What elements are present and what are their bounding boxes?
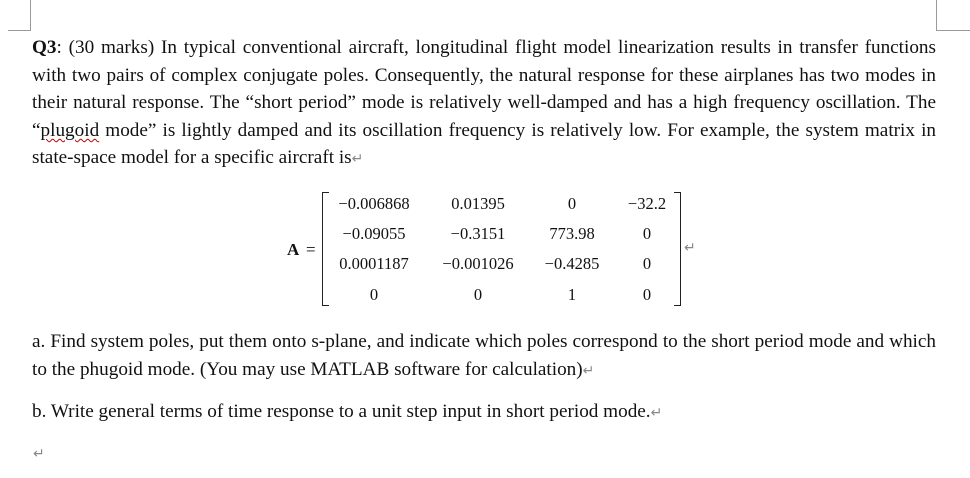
matrix-cell: 773.98 xyxy=(549,224,595,243)
matrix-cell: −0.006868 xyxy=(338,194,410,213)
paragraph-return-mark: ↵ xyxy=(684,240,696,256)
part-a-paragraph xyxy=(32,328,936,385)
matrix-cell: 0.01395 xyxy=(451,194,505,213)
matrix-cell: 0 xyxy=(642,285,652,304)
question-label: Q3 xyxy=(32,37,57,58)
matrix-cell: 0 xyxy=(642,224,652,243)
question-paragraph xyxy=(32,34,936,174)
matrix-cell: 0 xyxy=(369,285,379,304)
question-intro: : (30 marks) In typical conventional aircraft, longitudinal flight model linearization results in transfer functions with two pairs of complex conjugate poles. Consequently, the natural response for these airplanes has two modes in their natural response. The “short period” mode is relatively well-damped and has a high frequency oscillation. The “ xyxy=(32,37,936,141)
matrix-cell: 0.0001187 xyxy=(339,254,409,273)
page-corner-top-left xyxy=(8,0,31,31)
matrix-cell: −0.001026 xyxy=(442,254,514,273)
paragraph-return-mark: ↵ xyxy=(582,362,595,379)
matrix-equals: = xyxy=(306,240,316,259)
matrix-cell: −0.3151 xyxy=(450,224,506,243)
question-continuation: mode” is lightly damped and its oscillation frequency is relatively low. For example, the system matrix in state-space model for a specific aircraft is xyxy=(32,119,936,169)
page-corner-top-right xyxy=(936,0,970,31)
paragraph-return-mark: ↵ xyxy=(650,405,663,421)
paragraph-return-mark: ↵ xyxy=(33,446,45,462)
matrix-cell: −0.4285 xyxy=(544,254,600,273)
matrix-cell: −0.09055 xyxy=(342,224,406,243)
spellcheck-word[interactable]: plugoid xyxy=(40,119,100,141)
part-b-paragraph xyxy=(32,398,936,428)
part-b-text: b. Write general terms of time response to a unit step input in short period mode. xyxy=(32,401,651,422)
part-a-text: a. Find system poles, put them onto s-plane, and indicate which poles correspond to the short period mode and which to the phugoid mode. (You may use MATLAB software for calculation) xyxy=(32,331,936,380)
matrix-cell: 0 xyxy=(473,285,483,304)
matrix-label: A xyxy=(287,240,300,259)
matrix-cell: −32.2 xyxy=(627,194,667,213)
matrix-cell: 0 xyxy=(567,194,577,213)
matrix-cell: 0 xyxy=(642,254,652,273)
matrix-cell: 1 xyxy=(567,285,577,304)
paragraph-return-mark: ↵ xyxy=(351,151,364,168)
